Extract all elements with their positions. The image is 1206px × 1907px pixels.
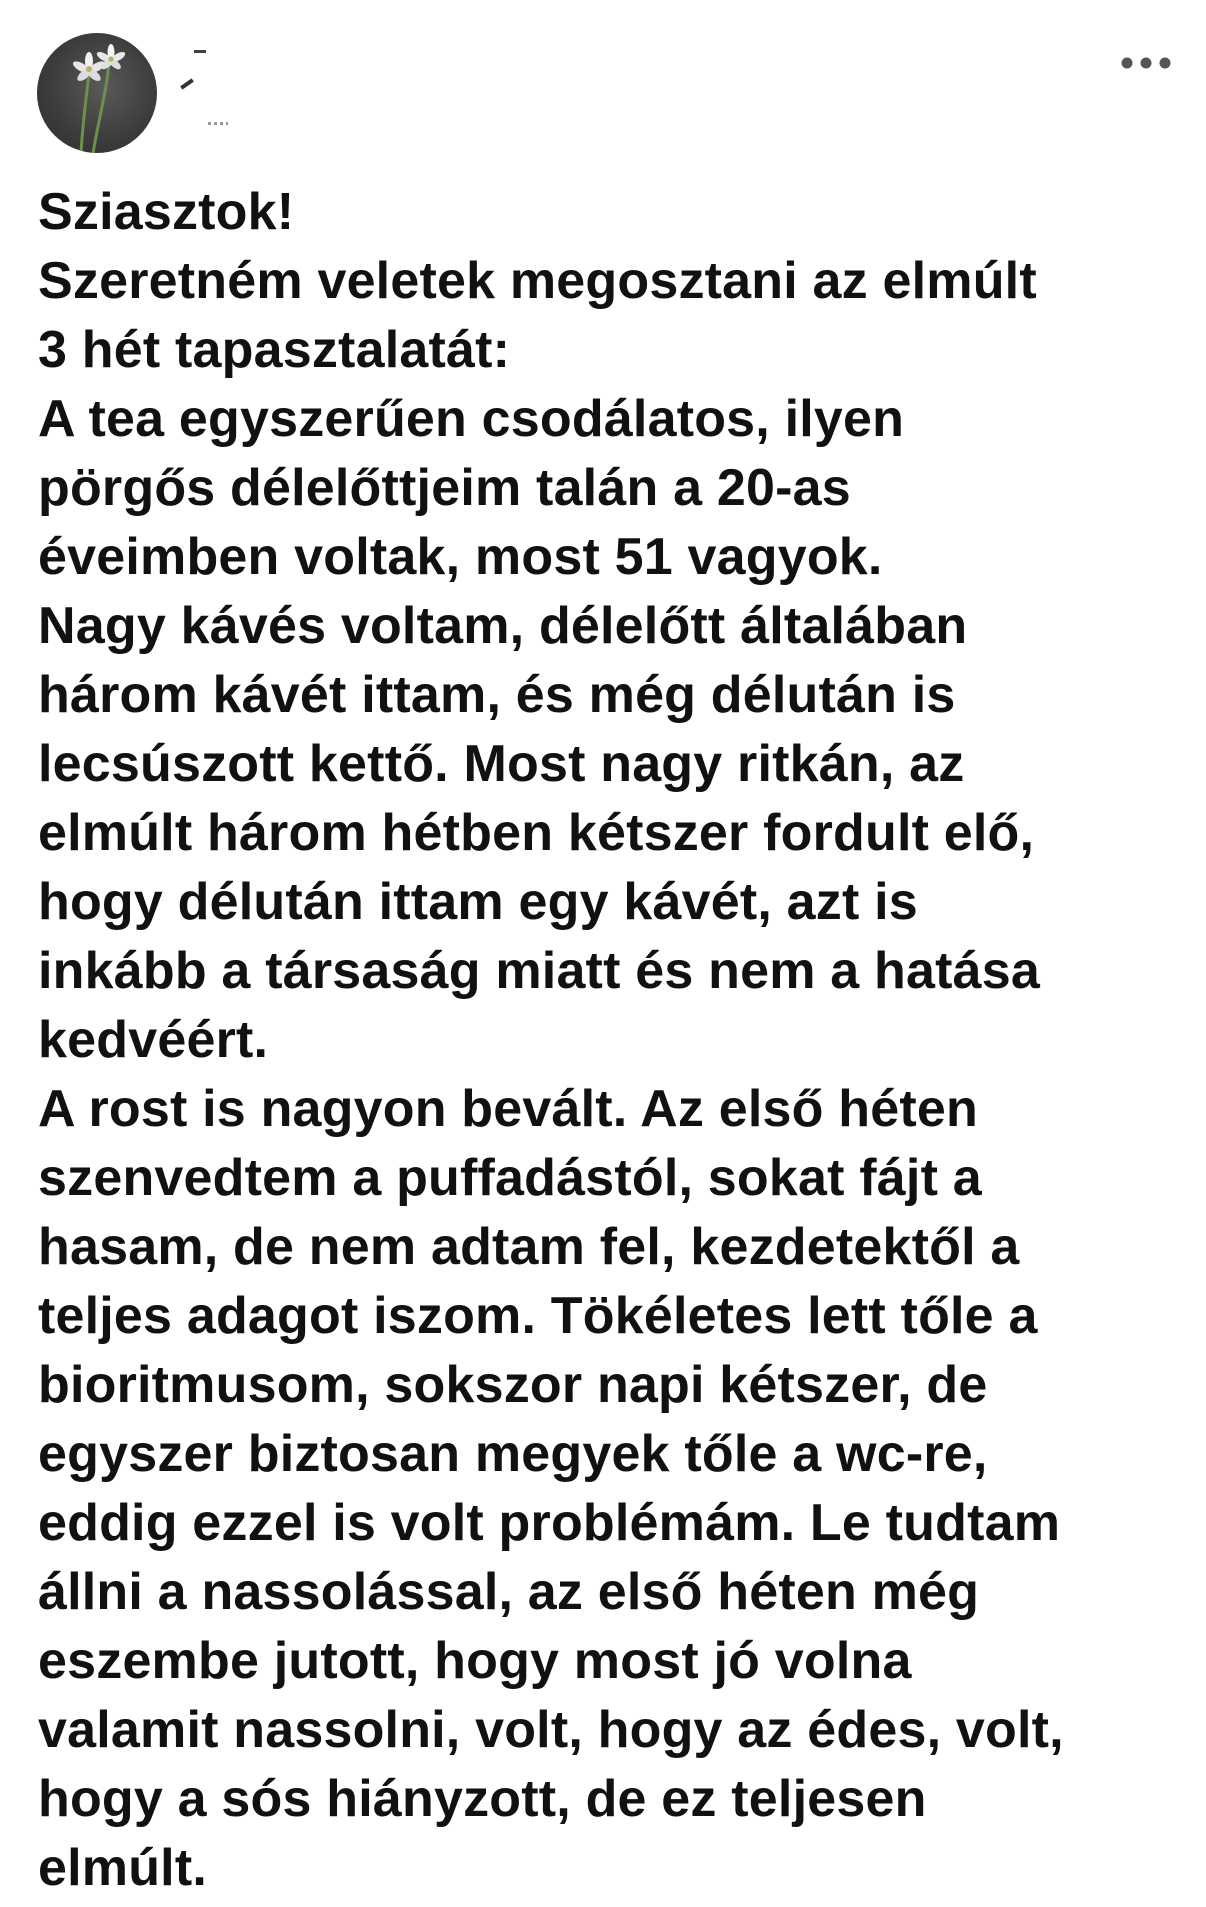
- post-text-line: eddig ezzel is volt problémám. Le tudtam: [38, 1494, 1061, 1552]
- redaction-mark: [194, 50, 206, 53]
- post-text-line: A rost is nagyon bevált. Az első héten: [38, 1080, 978, 1138]
- post-text-line: három kávét ittam, és még délután is: [38, 666, 956, 724]
- post-text-line: eszembe jutott, hogy most jó volna: [38, 1632, 912, 1690]
- post-text-line: hasam, de nem adtam fel, kezdetektől a: [38, 1218, 1020, 1276]
- post-text-line: éveimben voltak, most 51 vagyok.: [38, 528, 883, 586]
- post-text-line: szenvedtem a puffadástól, sokat fájt a: [38, 1149, 982, 1207]
- more-options-button[interactable]: [1116, 48, 1176, 78]
- post-text-line: állni a nassolással, az első héten még: [38, 1563, 980, 1621]
- post-text-line: kedvéért.: [38, 1011, 269, 1069]
- post-header: [0, 0, 1206, 160]
- post-text-line: pörgős délelőttjeim talán a 20-as: [38, 459, 851, 517]
- post-text-line: inkább a társaság miatt és nem a hatása: [38, 942, 1041, 1000]
- post-text-line: lecsúszott kettő. Most nagy ritkán, az: [38, 735, 965, 793]
- redaction-mark: [180, 78, 194, 89]
- post-text-line: hogy a sós hiányzott, de ez teljesen: [38, 1770, 927, 1828]
- post-text-line: Szeretném veletek megosztani az elmúlt: [38, 252, 1037, 310]
- more-horizontal-icon: [1120, 56, 1172, 70]
- post-body-text: [38, 178, 1178, 1903]
- post-text-line: elmúlt.: [38, 1839, 207, 1897]
- author-name[interactable]: [178, 44, 238, 134]
- flower-avatar-icon: [37, 33, 157, 153]
- post-text-line: A tea egyszerűen csodálatos, ilyen: [38, 390, 905, 448]
- post-text-line: egyszer biztosan megyek tőle a wc-re,: [38, 1425, 988, 1483]
- post-text-line: Nagy kávés voltam, délelőtt általában: [38, 597, 968, 655]
- post-text-line: 3 hét tapasztalatát:: [38, 321, 511, 379]
- post-text-line: hogy délután ittam egy kávét, azt is: [38, 873, 918, 931]
- post-text-line: valamit nassolni, volt, hogy az édes, volt,: [38, 1701, 1064, 1759]
- post-text-line: Sziasztok!: [38, 183, 295, 241]
- post-text-line: elmúlt három hétben kétszer fordult elő,: [38, 804, 1035, 862]
- post-text-line: bioritmusom, sokszor napi kétszer, de: [38, 1356, 988, 1414]
- redaction-mark: [208, 122, 228, 125]
- author-avatar[interactable]: [37, 33, 157, 153]
- post-text-line: teljes adagot iszom. Tökéletes lett tőle a: [38, 1287, 1038, 1345]
